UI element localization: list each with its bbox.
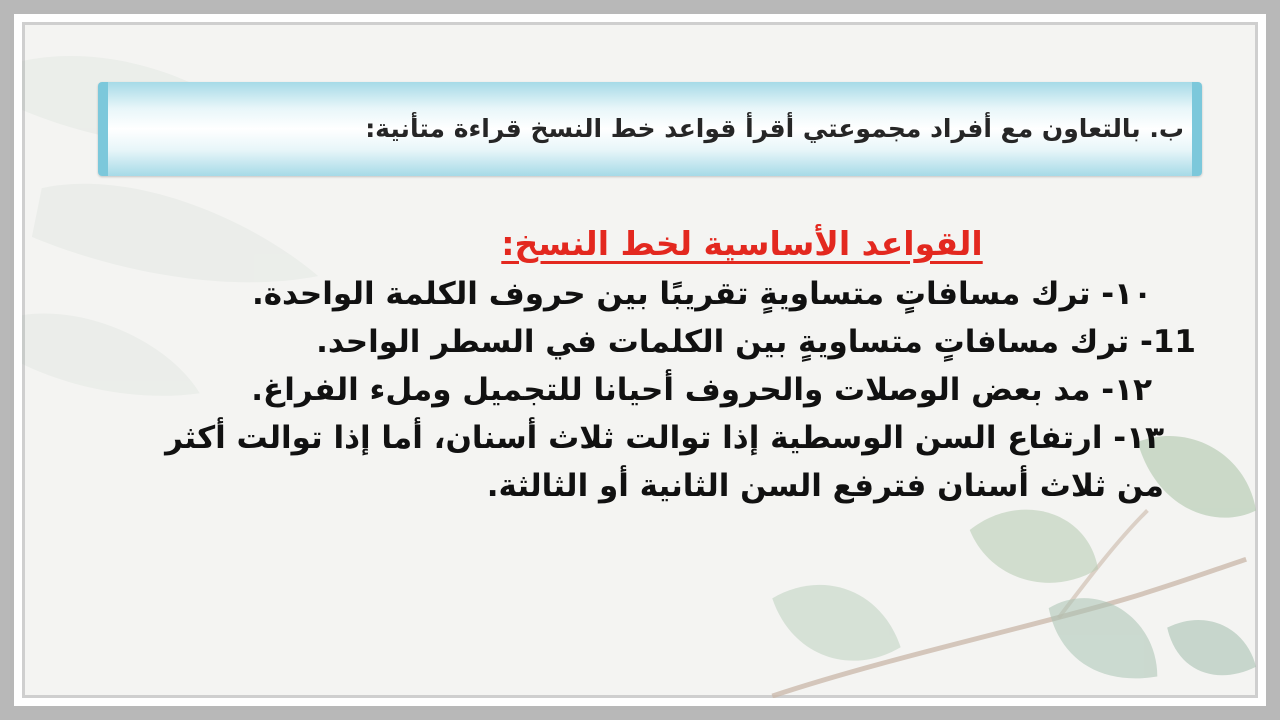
rule-item-10: ١٠- ترك مسافاتٍ متساويةٍ تقريبًا بين حروف الكلمة الواحدة. (251, 276, 1152, 312)
instruction-banner (98, 82, 1202, 176)
rules-heading: القواعد الأساسية لخط النسخ: (501, 224, 983, 263)
slide-canvas (14, 14, 1266, 706)
banner-text: ب. بالتعاون مع أفراد مجموعتي أقرأ قواعد خط النسخ قراءة متأنية: (365, 114, 1184, 143)
rule-item-13: ١٣- ارتفاع السن الوسطية إذا توالت ثلاث أسنان، أما إذا توالت أكثر من ثلاث أسنان فترفع السن الثانية أو الثالثة. (165, 420, 1164, 504)
rules-content (132, 218, 1196, 510)
rule-item-11: 11- ترك مسافاتٍ متساويةٍ بين الكلمات في السطر الواحد. (316, 324, 1196, 360)
rule-item-12: ١٢- مد بعض الوصلات والحروف أحيانا للتجميل وملء الفراغ. (251, 372, 1152, 408)
